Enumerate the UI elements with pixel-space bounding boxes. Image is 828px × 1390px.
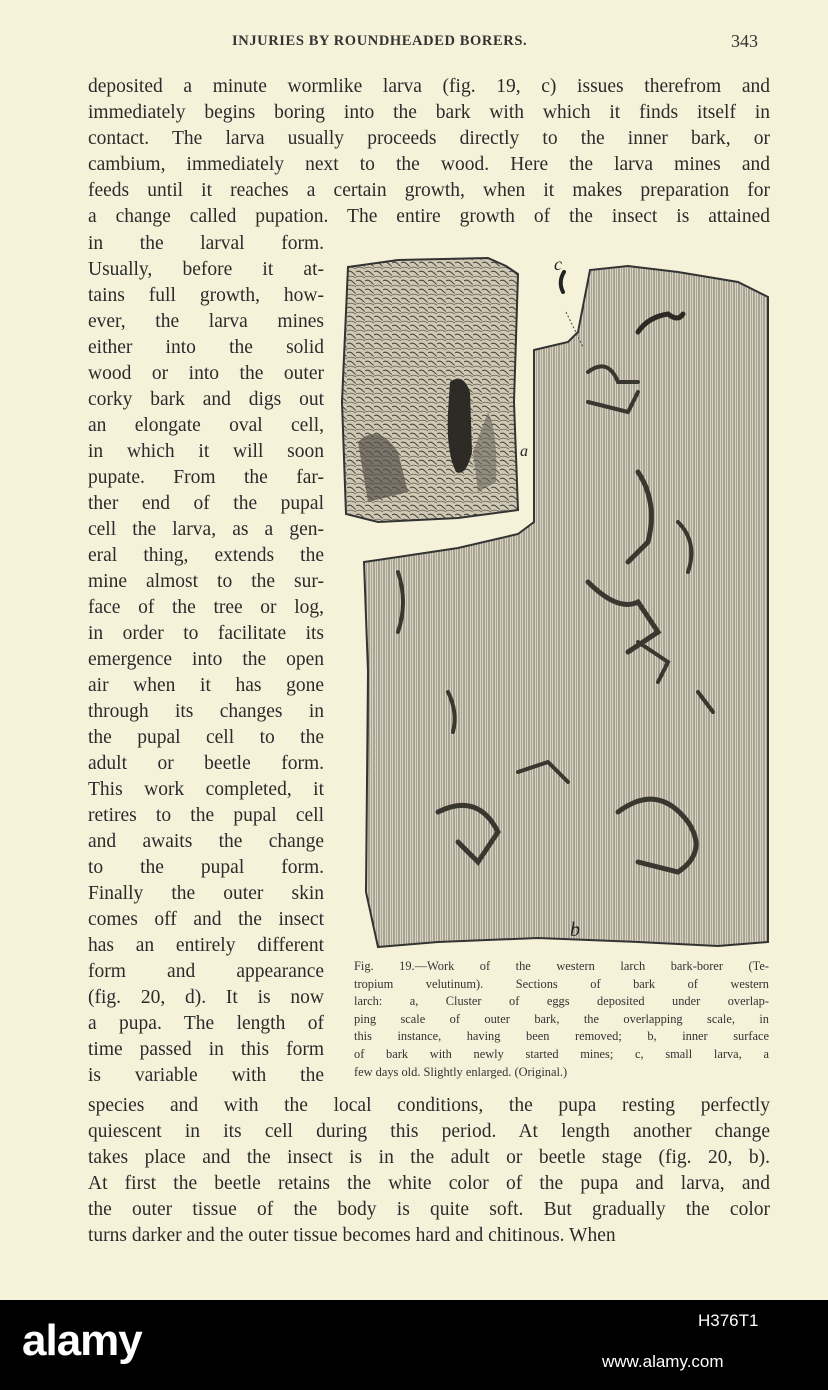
text-line: to the pupal form.: [88, 857, 324, 878]
text-line: an elongate oval cell,: [88, 415, 324, 436]
figure-19-illustration: [338, 252, 776, 952]
text-line: turns darker and the outer tissue becomes hard and chitinous. When: [88, 1225, 616, 1246]
text-line: form and appearance: [88, 961, 324, 982]
text-line: Finally the outer skin: [88, 883, 324, 904]
text-line: At first the beetle retains the white color of the pupa and larva, and: [88, 1173, 770, 1194]
figure-label-a: a: [520, 443, 528, 460]
text-line: comes off and the insect: [88, 909, 324, 930]
text-line: emergence into the open: [88, 649, 324, 670]
text-line: face of the tree or log,: [88, 597, 324, 618]
text-line: ever, the larva mines: [88, 311, 324, 332]
text-line: in the larval form.: [88, 233, 324, 254]
text-line: in order to facilitate its: [88, 623, 324, 644]
alamy-logo: alamy: [22, 1316, 142, 1365]
text-line: ther end of the pupal: [88, 493, 324, 514]
figure-caption: [354, 958, 769, 1081]
text-line: cambium, immediately next to the wood. Here the larva mines and: [88, 154, 770, 175]
caption-line: this instance, having been removed; b, inner surface: [354, 1029, 769, 1044]
text-line: through its changes in: [88, 701, 324, 722]
running-head: [0, 33, 828, 57]
page-number: 343: [731, 31, 758, 51]
text-line: pupate. From the far-: [88, 467, 324, 488]
text-line: a pupa. The length of: [88, 1013, 324, 1034]
caption-line: ping scale of outer bark, the overlapping scale, in: [354, 1011, 769, 1026]
text-line: (fig. 20, d). It is now: [88, 987, 324, 1008]
caption-line: of bark with newly started mines; c, small larva, a: [354, 1046, 769, 1061]
text-line: and awaits the change: [88, 831, 324, 852]
figure-label-b: b: [570, 919, 580, 941]
text-line: wood or into the outer: [88, 363, 324, 384]
text-line: species and with the local conditions, the pupa resting perfectly: [88, 1095, 770, 1116]
text-line: air when it has gone: [88, 675, 324, 696]
text-line: retires to the pupal cell: [88, 805, 324, 826]
text-line: the outer tissue of the body is quite soft. But gradually the color: [88, 1199, 770, 1220]
text-line: Usually, before it at-: [88, 259, 324, 280]
figure-label-c: c: [554, 254, 562, 274]
image-id: H376T1: [698, 1311, 759, 1330]
text-line: eral thing, extends the: [88, 545, 324, 566]
bark-section-a: [342, 258, 518, 522]
text-line: the pupal cell to the: [88, 727, 324, 748]
site-url: www.alamy.com: [602, 1352, 724, 1371]
chapter-title: INJURIES BY ROUNDHEADED BORERS.: [232, 33, 528, 49]
text-line: deposited a minute wormlike larva (fig. 19, c) issues therefrom and: [88, 76, 770, 97]
text-line: immediately begins boring into the bark with which it finds itself in: [88, 102, 770, 123]
text-line: contact. The larva usually proceeds directly to the inner bark, or: [88, 128, 770, 149]
caption-line: tropium velutinum). Sections of bark of western: [354, 976, 769, 991]
text-line: time passed in this form: [88, 1039, 324, 1060]
text-line: in which it will soon: [88, 441, 324, 462]
text-line: is variable with the: [88, 1065, 324, 1086]
caption-line: Fig. 19.—Work of the western larch bark-borer (Te-: [354, 959, 769, 973]
text-line: has an entirely different: [88, 935, 324, 956]
text-line: mine almost to the sur-: [88, 571, 324, 592]
text-line: corky bark and digs out: [88, 389, 324, 410]
caption-line: few days old. Slightly enlarged. (Original.): [354, 1064, 568, 1079]
text-line: takes place and the insect is in the adult or beetle stage (fig. 20, b).: [88, 1147, 770, 1168]
text-line: cell the larva, as a gen-: [88, 519, 324, 540]
text-line: This work completed, it: [88, 779, 324, 800]
text-line: quiescent in its cell during this period. At length another change: [88, 1121, 770, 1142]
text-line: adult or beetle form.: [88, 753, 324, 774]
text-line: feeds until it reaches a certain growth, when it makes preparation for: [88, 180, 770, 201]
text-line: a change called pupation. The entire growth of the insect is attained: [88, 206, 770, 227]
text-line: tains full growth, how-: [88, 285, 324, 306]
caption-line: larch: a, Cluster of eggs deposited under overlap-: [354, 994, 769, 1009]
text-line: either into the solid: [88, 337, 324, 358]
